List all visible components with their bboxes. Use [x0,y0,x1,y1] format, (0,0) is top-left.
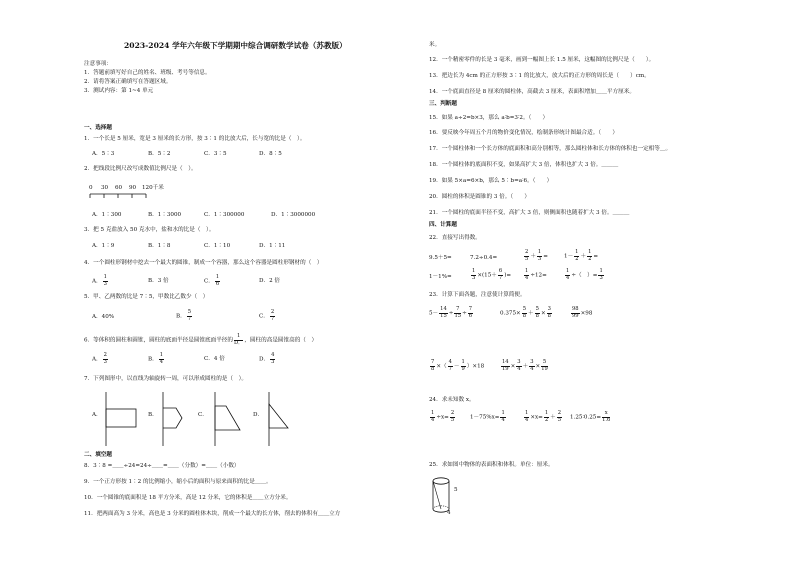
option: A．1∶300 [92,212,122,218]
option: D．8∶5 [259,151,282,157]
cylinder-height-label: 5 [454,487,458,493]
option: B．3 倍 [148,278,169,284]
math-item: $\frac{1}{4}$ ÷x= $\frac{2}{5}$ [431,410,455,423]
question-11-continued: 米。 [429,42,441,48]
option: C． [198,412,208,418]
fraction: $\frac{1}{3}$ [103,274,107,287]
math-item: $\frac{2}{5}$ ＋ $\frac{1}{3}$ = [525,249,548,262]
question-8: 8．3∶8 =＿＿÷24=24÷＿＿=＿＿（分数）=＿＿（小数） [84,463,240,469]
fraction: $\frac{2}{7}$ [270,309,275,322]
question-19: 19．如果 5×a=6×b，那么 5∶b=a∶6。（ ） [429,178,553,184]
option: C．4 倍 [204,356,225,362]
question-7: 7．下列图形中，以直线为轴旋转一周，可以形成圆柱的是（ ）。 [84,376,247,382]
question-18: 18．一个圆柱体的底面积不变，如果高扩大 3 倍，体积也扩大 3 倍。＿＿＿ [429,162,619,168]
shape-d-figure [266,392,296,448]
question-5: 5．甲、乙两数的比是 7∶5，甲数比乙数少（ ） [84,294,209,300]
question-3: 3．把 5 克盐放入 50 克水中，盐和水的比是（ ）。 [84,227,215,233]
option: A． $\frac{2}{3}$ [92,352,107,365]
fraction: $\frac{2}{3}$ [103,352,107,365]
fraction: $\frac{1}{D.}$ [234,333,244,346]
question-10: 10．一个圆锥的底面积是 18 平方分米，高是 12 分米，它的体积是＿＿立方分米。 [84,495,292,501]
page-title: 2023-2024 学年六年级下学期期中综合调研数学试卷（苏教版） [124,41,347,50]
option: C． $\frac{2}{7}$ [259,309,275,322]
question-16: 16．要反映今年周五个月的物价变化情况，绘制条形统计图最合适。（ ） [429,130,618,136]
question-1: 1．一个长是 5 厘米，宽是 3 厘米的长方形，按 3∶1 的比放大后，长与宽的比是（ ）。 [84,136,306,142]
math-item: $\frac{1}{3}$ ×(15＋ $\frac{6}{7}$ )= [472,268,512,281]
question-15: 15．如果 a÷2=b×3，那么 a∶b=3∶2。（ ） [429,115,549,121]
option: B．1∶3000 [148,212,182,218]
math-item: 1.25∶0.25= $\frac{x}{1.6}$ [570,410,611,423]
math-item: 1－1%= [429,274,452,280]
scale-tick: 90 [129,185,137,191]
fraction: $\frac{1}{4}$ [159,352,164,365]
section-heading: 二、填空题 [84,452,112,458]
question-4: 4．一个圆柱形钢材中挖去一个最大的圆锥，制成一个容器，那么这个容器是圆柱形钢材的（ ） [84,260,323,266]
question-17: 17．一个圆柱体和一个长方体的底面积和高分别相等，那么圆柱体和长方体的体积也一定相等＿。 [429,146,672,152]
math-item: 5－ $\frac{14}{15}$ ÷ $\frac{7}{15}$ ÷ $\frac{7}{6}$ [429,306,473,319]
option: A． $\frac{1}{3}$ [92,274,107,287]
question-25: 25．求如图中物体的表面积和体积。单位：厘米。 [429,462,554,468]
math-item: $\frac{14}{19}$ × $\frac{3}{4}$ ＋ $\frac{3}{4}$ × $\frac{5}{19}$ [502,359,548,372]
option: B． $\frac{1}{4}$ [148,352,164,365]
option: C．1∶300000 [204,212,245,218]
notice-item: 2．请将答案正确填写在答题区域。 [84,79,172,85]
math-item: $\frac{1}{4}$ ×x= $\frac{1}{2}$ ＋ $\frac{2}{5}$ [525,410,562,423]
fraction: $\frac{1}{6}$ [215,274,220,287]
option: C．1∶10 [204,243,231,249]
option: A．5∶3 [92,151,115,157]
fraction: $\frac{5}{7}$ [187,309,192,322]
section-heading: 三、判断题 [429,101,457,107]
notice-item: 3．测试内容：第 1~4 单元 [84,88,154,94]
question-12: 12．一个精密零件的长是 3 毫米，画到一幅图上长 1.5 厘米，这幅图的比例尺是（ ）。 [429,57,655,63]
question-23: 23．计算下面各题，注意使计算简便。 [429,292,526,298]
shape-b-figure [160,392,190,448]
notice-heading: 注意事项： [84,61,112,67]
question-6: 6．等体积的圆柱和圆锥，圆柱的底面半径是圆锥底面半径的 $\frac{1}{D.}$ ，圆柱的高是圆锥高的（ ） [84,333,318,346]
option: B．1∶8 [148,243,171,249]
math-item: $\frac{1}{4}$ ÷（ ）= $\frac{1}{3}$ [566,268,603,281]
math-item: $\frac{98}{99}$ ×98 [572,306,593,319]
math-item: 9.5＋5= [429,255,452,261]
math-item: 1－ $\frac{1}{2}$ ＋ $\frac{1}{2}$ = [564,249,599,262]
scale-tick: 60 [115,185,123,191]
fraction: $\frac{4}{3}$ [271,352,275,365]
shape-c-figure [212,392,246,448]
option: B．5∶2 [148,151,171,157]
option: D．1∶11 [259,243,286,249]
cylinder-figure [430,476,456,516]
section-heading: 四、计算题 [429,222,457,228]
scale-tick: 0 [89,185,93,191]
question-14: 14．一个底面直径是 8 厘米的圆柱体，高截去 3 厘米，表面积增加＿＿平方厘米。 [429,89,635,95]
question-22: 22．直接写出得数。 [429,235,481,241]
question-2: 2．把线段比例尺改写成数值比例尺是（ ）。 [84,166,197,172]
math-item: 7.2÷0.4= [470,255,498,261]
option: A．40% [92,314,115,320]
option: D． [253,412,264,418]
option: A．1∶9 [92,243,115,249]
option: D．2 倍 [259,278,281,284]
option: D．1∶3000000 [271,212,316,218]
cylinder-diameter-label: 4 [447,510,451,516]
option: A． [92,412,102,418]
option: B． [148,412,158,418]
question-11: 11．把两面高为 3 分米，高也是 3 分米的圆柱体木块，削成一个最大的长方体，削去的体积有＿＿立方 [84,511,341,517]
option: C． $\frac{1}{6}$ [204,274,220,287]
option: D． $\frac{4}{3}$ [259,352,275,365]
math-item: $\frac{1}{4}$ ÷12= [525,268,547,281]
notice-item: 1．答题前填写好自己的姓名、班级、考号等信息。 [84,70,211,76]
question-24: 24．求未知数 x。 [429,397,475,403]
option: B． $\frac{5}{7}$ [176,309,192,322]
shape-a-figure [103,392,143,448]
math-item: 0.375× $\frac{5}{8}$ ＋ $\frac{5}{8}$ × $\frac{3}{8}$ [500,306,551,319]
scale-tick: 120千米 [142,185,164,191]
question-9: 9．一个正方形按 1∶2 的比例缩小，缩小后的面积与原来面积的比是＿＿。 [84,479,272,485]
section-heading: 一、选择题 [84,125,112,131]
question-20: 20．圆柱的体积是圆锥的 3 倍。（ ） [429,194,530,200]
scale-bar-figure [90,193,150,199]
scale-tick: 30 [101,185,109,191]
math-item: $\frac{7}{8}$ ×（ $\frac{4}{7}$ － $\frac{1}{9}$ ）×18 [431,359,485,372]
math-item: 1－75%x= $\frac{1}{4}$ [470,410,505,423]
question-13: 13．把边长为 4cm 的正方形按 3∶1 的比放大，放大后的正方形的周长是（ ）cm。 [429,73,650,79]
question-21: 21．一个圆柱的底面半径不变，高扩大 3 倍，则侧面积也随着扩大 3 倍。＿＿＿ [429,210,630,216]
option: C．3∶5 [204,151,227,157]
